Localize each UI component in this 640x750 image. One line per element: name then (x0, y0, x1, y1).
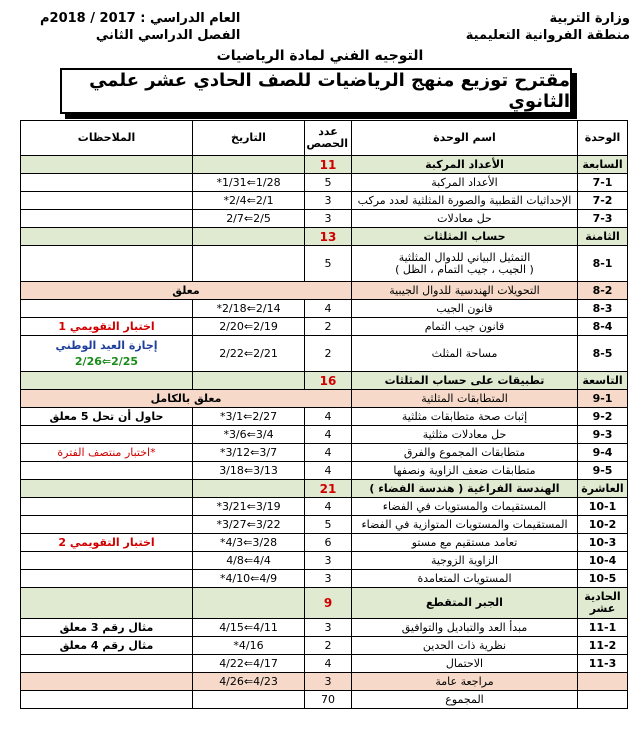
table-row: 7-1 الأعداد المركبة 5 1/28⇐1/31* (21, 174, 628, 192)
unit-row: السابعة الأعداد المركبة 11 (21, 156, 628, 174)
col-date: التاريخ (193, 121, 305, 156)
table-row: 8-5 مساحة المثلث 2 2/21⇐2/22 إجازة العيد الوطني 2/25⇐2/26 (21, 336, 628, 372)
header-left (40, 10, 240, 44)
document-header (0, 4, 640, 66)
unit-row: التاسعة تطبيقات على حساب المثلثات 16 (21, 372, 628, 390)
academic-year: العام الدراسي : 2017 / 2018م (40, 11, 241, 26)
table-row: 10-1 المستقيمات والمستويات في الفضاء 4 3/19⇐3/21* (21, 498, 628, 516)
table-row: 7-3 حل معادلات 3 2/5⇐2/7 (21, 210, 628, 228)
table-row: 9-4 متطابقات المجموع والفرق 4 3/7⇐3/12* *اختبار منتصف الفترة (21, 444, 628, 462)
col-count: عدد الحصص (305, 121, 352, 156)
table-row: 11-3 الاحتمال 4 4/17⇐4/22 (21, 655, 628, 673)
page-title: مقترح توزيع منهج الرياضيات للصف الحادي عشر علمي الثانوي (60, 68, 572, 114)
ministry-name: وزارة التربية (549, 11, 630, 26)
table-row: 8-1 التمثيل البياني للدوال المثلثية ( الجيب ، جيب التمام ، الظل ) 5 (21, 246, 628, 282)
curriculum-table (20, 120, 628, 709)
table-row: 9-3 حل معادلات مثلثية 4 3/4⇐3/6* (21, 426, 628, 444)
unit-row: الحادية عشر الجبر المتقطع 9 (21, 588, 628, 619)
header-right (466, 10, 630, 44)
table-row: 8-3 قانون الجيب 4 2/14⇐2/18* (21, 300, 628, 318)
district-name: منطقة الفروانية التعليمية (465, 28, 630, 43)
col-notes: الملاحظات (21, 121, 193, 156)
table-row: 10-4 الزاوية الزوجية 3 4/4⇐4/8 (21, 552, 628, 570)
table-row: 7-2 الإحداثيات القطبية والصورة المثلثية لعدد مركب 3 2/1⇐2/4* (21, 192, 628, 210)
table-row: 11-1 مبدأ العد والتباديل والتوافيق 3 4/11⇐4/15 مثال رقم 3 معلق (21, 619, 628, 637)
unit-row: الثامنة حساب المثلثات 13 (21, 228, 628, 246)
semester: الفصل الدراسي الثاني (95, 28, 241, 43)
table-row: 10-5 المستويات المتعامدة 3 4/9⇐4/10* (21, 570, 628, 588)
col-unit: الوحدة (578, 121, 628, 156)
department-name: التوجيه الفني لمادة الرياضيات (216, 48, 424, 64)
table-row: 9-1 المتطابقات المثلثية معلق بالكامل (21, 390, 628, 408)
table-row: 10-3 تعامد مستقيم مع مستو 6 3/28⇐4/3* اختبار التقويمي 2 (21, 534, 628, 552)
table-row: 9-2 إثبات صحة متطابقات مثلثية 4 2/27⇐3/1* حاول أن تحل 5 معلق (21, 408, 628, 426)
review-row: مراجعة عامة 3 4/23⇐4/26 (21, 673, 628, 691)
table-row: 10-2 المستقيمات والمستويات المتوازية في الفضاء 5 3/22⇐3/27* (21, 516, 628, 534)
table-header-row (21, 121, 628, 156)
total-row: المجموع 70 (21, 691, 628, 709)
table-row: 9-5 متطابقات ضعف الزاوية ونصفها 4 3/13⇐3/18 (21, 462, 628, 480)
table-row: 8-2 التحويلات الهندسية للدوال الجيبية معلق (21, 282, 628, 300)
col-lesson: اسم الوحدة (352, 121, 578, 156)
table-row: 11-2 نظرية ذات الحدين 2 4/16* مثال رقم 4 معلق (21, 637, 628, 655)
unit-row: العاشرة الهندسة الفراغية ( هندسة الفضاء ) 21 (21, 480, 628, 498)
table-row: 8-4 قانون جيب التمام 2 2/19⇐2/20 اختبار التقويمي 1 (21, 318, 628, 336)
